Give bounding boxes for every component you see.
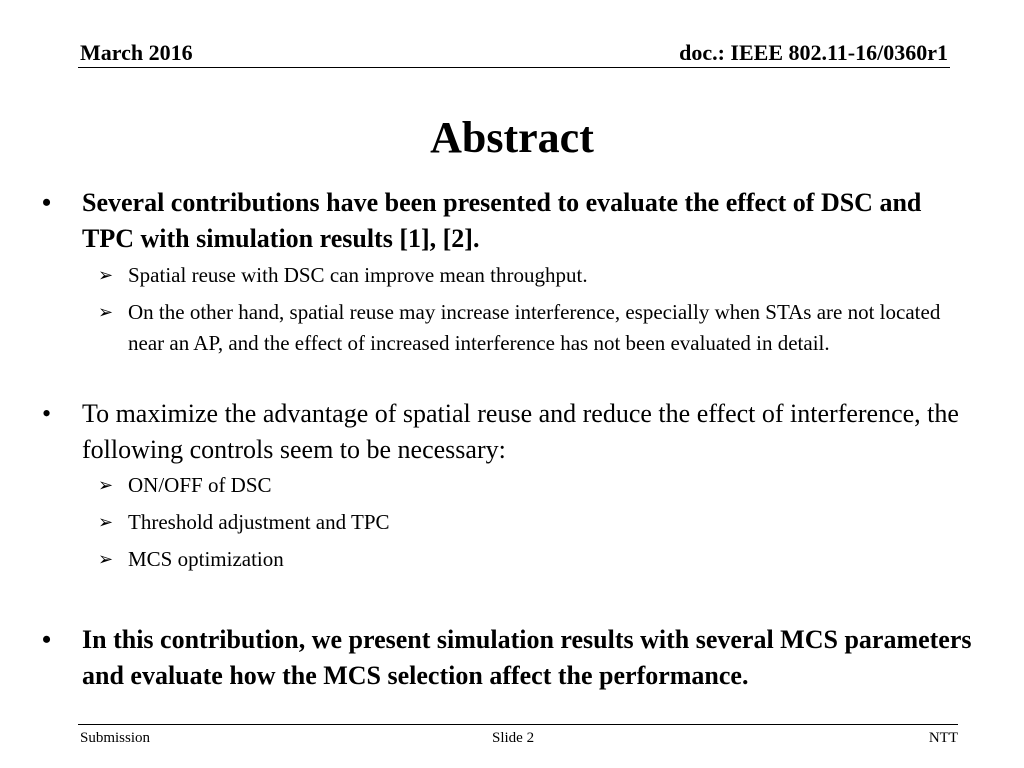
sub-bullet-item bbox=[98, 507, 978, 538]
slide-title: Abstract bbox=[430, 113, 594, 162]
sub-bullet-item bbox=[98, 470, 978, 501]
bullet-mark: • bbox=[42, 399, 52, 428]
header-divider bbox=[78, 67, 950, 68]
sub-bullet-text: Threshold adjustment and TPC bbox=[128, 510, 390, 534]
arrow-bullet-icon: ➢ bbox=[98, 302, 114, 322]
header-date: March 2016 bbox=[80, 40, 193, 65]
sub-bullet-text: Spatial reuse with DSC can improve mean throughput. bbox=[128, 263, 588, 287]
arrow-bullet-icon: ➢ bbox=[98, 475, 114, 495]
sub-bullet-text: ON/OFF of DSC bbox=[128, 473, 272, 497]
bullet-item bbox=[42, 396, 972, 468]
bullet-text: In this contribution, we present simulation results with several MCS parameters and evaluate how the MCS selection affect the performance. bbox=[82, 625, 972, 690]
bullet-item bbox=[42, 185, 972, 257]
sub-bullet-item bbox=[98, 544, 978, 575]
sub-bullet-item bbox=[98, 297, 978, 359]
footer-divider bbox=[78, 724, 958, 725]
bullet-mark: • bbox=[42, 625, 52, 654]
bullet-item bbox=[42, 622, 972, 694]
footer-slide-number: Slide 2 bbox=[492, 730, 535, 746]
sub-bullet-text: On the other hand, spatial reuse may increase interference, especially when STAs are not located near an AP, and the effect of increased interference has not been evaluated in detail. bbox=[128, 300, 941, 355]
bullet-text: Several contributions have been presented to evaluate the effect of DSC and TPC with simulation results [1], [2]. bbox=[82, 188, 922, 253]
arrow-bullet-icon: ➢ bbox=[98, 265, 114, 285]
sub-bullet-item bbox=[98, 260, 978, 291]
arrow-bullet-icon: ➢ bbox=[98, 512, 114, 532]
arrow-bullet-icon: ➢ bbox=[98, 549, 114, 569]
footer-organization: NTT bbox=[928, 730, 958, 746]
sub-bullet-text: MCS optimization bbox=[128, 547, 284, 571]
header-doc-id: doc.: IEEE 802.11-16/0360r1 bbox=[679, 40, 948, 65]
bullet-mark: • bbox=[42, 188, 52, 217]
bullet-text: To maximize the advantage of spatial reuse and reduce the effect of interference, the following controls seem to be necessary: bbox=[82, 399, 959, 464]
footer-submission: Submission bbox=[80, 730, 151, 746]
